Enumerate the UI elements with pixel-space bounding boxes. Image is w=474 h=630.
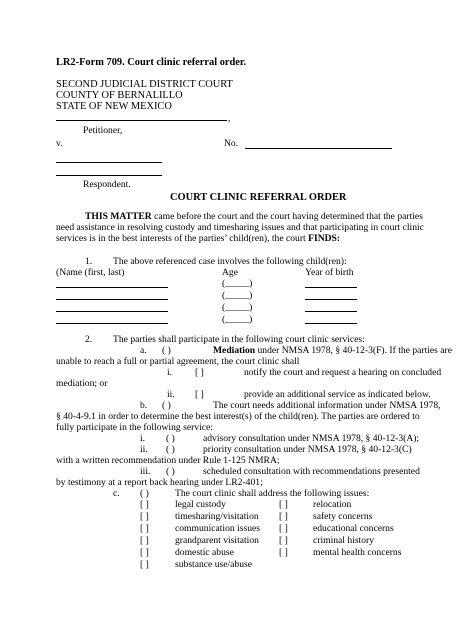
item-a-i-label: i. [167,367,173,378]
item-a-paren[interactable]: ( ) [162,345,171,356]
item-a-ii-text: provide an additional service as indicated below. [244,389,431,400]
item-a-line-2: unable to reach a full or partial agreement, the court clinic shall [56,356,300,367]
order-title: COURT CLINIC REFERRAL ORDER [170,192,347,203]
intro-line-2: need assistance in resolving custody and timesharing issues and that participating in court clinic [56,222,424,233]
mediation-label: Mediation [213,345,256,356]
issue-timesharing: timesharing/visitation [175,511,259,522]
court-state: STATE OF NEW MEXICO [56,101,172,112]
item-c-label: c. [113,488,120,499]
item-a-text-rest: under NMSA 1978, § 40-12-3(F). If the parties are [255,345,453,356]
intro-line-1 [85,211,423,222]
petitioner-name-line[interactable] [56,120,227,121]
child-yob-line-3[interactable] [305,311,357,312]
issue-box[interactable]: [ ] [279,523,288,534]
section-2-text: The parties shall participate in the following court clinic services: [113,334,365,345]
issue-box[interactable]: [ ] [140,499,149,510]
item-b-iii-label: iii. [140,466,151,477]
item-b-label: b. [140,400,148,411]
respondent-name-line-1[interactable] [56,162,162,163]
issue-box[interactable]: [ ] [140,535,149,546]
item-b-i-text: advisory consultation under NMSA 1978, § 40-12-3(A); [203,433,420,444]
item-b-i-label: i. [140,433,146,444]
section-2-number: 2. [85,334,93,345]
child-yob-line-2[interactable] [305,299,357,300]
item-c-text: The court clinic shall address the following issues: [175,488,370,499]
issue-substance-use: substance use/abuse [175,559,252,570]
item-b-paren[interactable]: ( ) [162,400,171,411]
col-age-header: Age [222,267,238,278]
intro-line-3 [56,233,340,244]
item-b-ii-line-2: with a written recommendation under Rule 1-125 NMRA; [56,455,280,466]
case-number-line[interactable] [245,148,392,149]
item-b-iii-text: scheduled consultation with recommendations presented [203,466,420,477]
child-yob-line-4[interactable] [305,323,357,324]
child-yob-line-1[interactable] [305,287,357,288]
item-a-ii-label: ii. [167,389,175,400]
issue-box[interactable]: [ ] [279,535,288,546]
issue-box[interactable]: [ ] [140,511,149,522]
court-name: SECOND JUDICIAL DISTRICT COURT [56,79,233,90]
item-b-text: The court needs additional information under NMSA 1978, [213,400,441,411]
issue-legal-custody: legal custody [175,499,226,510]
issue-box[interactable]: [ ] [140,547,149,558]
issue-box[interactable]: [ ] [279,511,288,522]
issue-safety-concerns: safety concerns [313,511,373,522]
case-number-label: No. [224,138,239,149]
issue-mental-health: mental health concerns [313,547,402,558]
finds-label: FINDS: [308,233,341,244]
item-a-ii-box[interactable]: [ ] [195,389,204,400]
issue-relocation: relocation [313,499,352,510]
issue-box[interactable]: [ ] [140,559,149,570]
issue-box[interactable]: [ ] [279,547,288,558]
respondent-label: Respondent. [83,179,131,190]
col-yob-header: Year of birth [305,267,354,278]
intro-lead: THIS MATTER [85,211,152,222]
item-a-i-line-2: mediation; or [56,378,108,389]
caption-comma: , [228,113,231,124]
item-a-text [213,345,452,356]
issue-educational-concerns: educational concerns [313,523,394,534]
issue-grandparent-visitation: grandparent visitation [175,535,259,546]
item-b-ii-label: ii. [140,444,148,455]
respondent-name-line-2[interactable] [56,175,162,176]
versus-label: v. [56,138,63,149]
issue-box[interactable]: [ ] [140,523,149,534]
item-b-i-paren[interactable]: ( ) [166,433,175,444]
child-name-line-3[interactable] [56,311,168,312]
item-b-line-3: fully participate in the following service: [56,422,213,433]
section-1-number: 1. [85,256,93,267]
form-title: LR2-Form 709. Court clinic referral order. [56,57,247,68]
child-age-2[interactable]: (_____) [222,290,253,301]
item-b-ii-paren[interactable]: ( ) [166,444,175,455]
issue-criminal-history: criminal history [313,535,375,546]
issue-domestic-abuse: domestic abuse [175,547,234,558]
child-name-line-2[interactable] [56,299,168,300]
child-age-3[interactable]: (_____) [222,302,253,313]
item-b-iii-paren[interactable]: ( ) [166,466,175,477]
item-b-line-2: § 40-4-9.1 in order to determine the best interest(s) of the child(ren). The parties are ordered to [56,411,420,422]
issue-communication: communication issues [175,523,260,534]
child-age-4[interactable]: (_____) [222,314,253,325]
petitioner-label: Petitioner, [83,125,123,136]
child-name-line-4[interactable] [56,323,168,324]
intro-rest: came before the court and the court having determined that the parties [151,211,423,222]
section-1-text: The above referenced case involves the following child(ren): [113,256,347,267]
item-a-i-text: notify the court and request a hearing on concluded [244,367,442,378]
child-name-line-1[interactable] [56,287,168,288]
intro-line-3-text: services is in the best interests of the parties’ child(ren), the court [56,233,309,244]
col-name-header: (Name (first, last) [56,267,125,278]
court-county: COUNTY OF BERNALILLO [56,90,183,101]
item-b-iii-line-2: by testimony at a report back hearing under LR2-401; [56,477,263,488]
child-age-1[interactable]: (_____) [222,278,253,289]
item-c-paren[interactable]: ( ) [140,488,149,499]
item-a-label: a. [140,345,147,356]
item-b-ii-text: priority consultation under NMSA 1978, § 40-12-3(C) [203,444,412,455]
issue-box[interactable]: [ ] [279,499,288,510]
item-a-i-box[interactable]: [ ] [195,367,204,378]
